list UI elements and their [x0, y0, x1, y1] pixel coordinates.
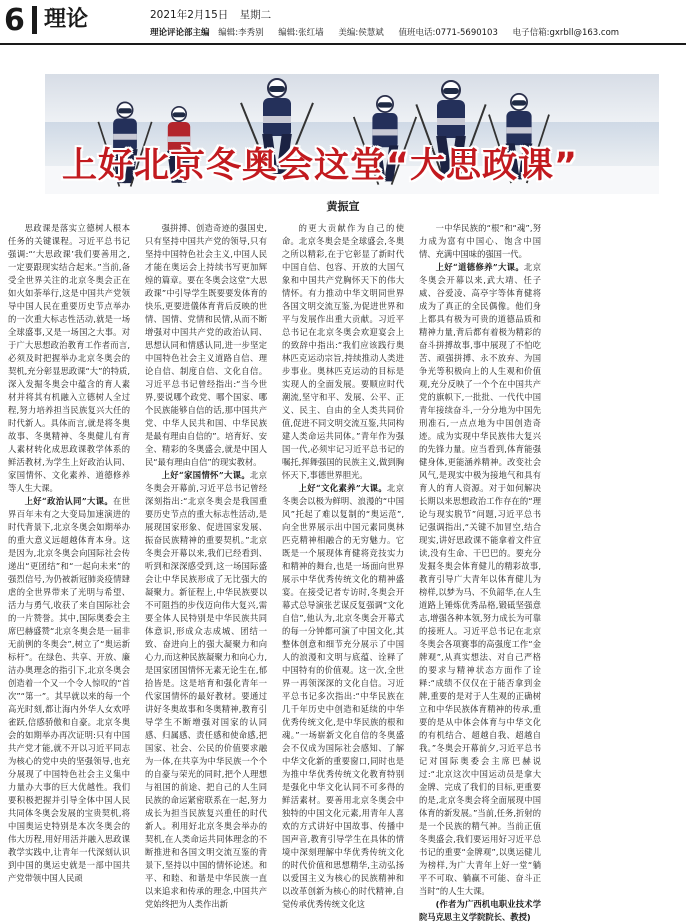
- credit-dept: 理论评论部主编: [150, 28, 210, 38]
- subheading-paragraph: [145, 469, 267, 911]
- paragraph-text: 在世界百年未有之大变局加速演进的时代背景下,北京冬奥会如期举办的重大意义远超越体育本身。这是因为,北京冬奥会向国际社会传递出“更团结”和“一起向未来”的强烈信号,为仍被新冠肺炎疫情肆虐的全世界带来了光明与希望、活力与勇气,收获了来自国际社会的一片赞誉。其中,国际奥委会主席巴赫盛赞“北京冬奥会是一届非无前例的冬奥会”,树立了“奥运新标杆”。在绿色、共享、开放、廉洁办奥理念的指引下,北京冬奥会创造着一个又一个令人惊叹的“首次”“第一”。其早就以来的每一个高光时刻,都让海内外华人女欢呼雀跃,信感骄傲和自豪。北京冬奥会的如期举办再次证明:只有中国共产党才能,就不开以习近平同志为核心的党中央的坚强领导,也充分展现了中国特色社会主义集中力量办大事的巨大优越性。我们要积极把握并引导全体中国人民共同体冬奥会发展的宝贵契机,将中国奥运史特别是本次冬奥会的伟大历程,用好用活并融入思政课教学实践中,让青年一代深刻认识到中国的奥运史就是一部中国共产党带领中国人民顽: [8, 496, 130, 883]
- credit-editor: 编辑:李秀别: [218, 28, 264, 38]
- subheading-lead: 上好“政治认同”大课。: [24, 496, 114, 506]
- paragraph: 的更大贡献作为自己的使命。北京冬奥会是全球盛会,冬奥之所以精彩,在于它彰显了新时代中国自信、包容、开放的大国气象和中国共产党胸怀天下的伟大情怀。有力推动中华文明同世界各国文明交流互鉴,为促进世界和平与发展作出重大贡献。习近平总书记在北京冬奥会欢迎宴会上的致辞中指出:“我们应该践行奥林匹克运动宗旨,持续推动人类进步事业。奥林匹克运动的目标是实现人的全面发展。要顺应时代潮流,坚守和平、发展、公平、正义、民主、自由的全人类共同价值,促进不同文明交流互鉴,共同构建人类命运共同体。”青年作为强国一代,必须牢记习近平总书记的嘱托,挥舞强国的民族主义,做到胸怀天下,事德世界胆光。: [282, 223, 404, 480]
- paragraph-text: 北京冬奥会开幕以来,武大靖、任子威、谷爱凌、高亭宇等体育健将成为了真正的全民偶像。他们身上都具有极为可贵的道德品质和精神力量,背后都有着极为精彩的奋斗拼搏故事,事中展现了不怕吃苦、顽强拼搏、永不放弃、为国争光等积极向上的人生观和价值观,充分反映了一个个在中国共产党的旗帜下,一批批、一代代中国青年接续奋斗,一分分地为中国先刑准石,一点点地为中国创造奇迹。成为实现中华民族伟大复兴的先锋力量。应当看到,体育能强健身体,更能涵养精神。改变社会风气,是现实中极为接地气和具有育人的育人资源。对于如何解决长期以来思想政治工作存在的“理论与现实脱节”问题,习近平总书记强调指出,“关键不加冒空,结合现实,讲好思政课不能拿着文件宣读,没有生命、干巴巴的。要充分发掘冬奥会体育健儿的精彩故事,教育引导广大青年以体育健儿为榜样,以梦为马、不负韶华,在人生道路上锤炼优秀品格,锻砥坚强意志,增强各种本领,努力成长为可靠的接班人。习近平总书记在北京冬奥会各项赛事的高强度工作“金牌观”,从真实想法、对自己严格的要求与精神状态方面作了诠释:“成绩不仅仅在于能否拿到金牌,重要的是对于人生观的正确树立和中华民族体育精神的传承,重要的是从中体会体育与中华文化的有机结合、超越自我、超越自我。”冬奥会开幕前夕,习近平总书记对国际奥委会主席巴赫说过:“北京这次中国运动员是拿大金牌、完成了我们的目标,更重要的是,北京冬奥会将全面展现中国体育的新发展。”当前,任务,折射的是一个民族的精气神。当前正值冬奥盛会,我们要运用好习近平总书记的重要“金牌观”,以奥运健儿为榜样,为广大青年上好一堂“躺平不可取、躺赢不可能、奋斗正当时”的人生大课。: [419, 262, 541, 896]
- issue-weekday: 星期二: [239, 9, 272, 21]
- paragraph-text: 北京冬奥会开幕前,习近平总书记曾经深刻指出:“北京冬奥会是我国重要历史节点的重大标志性活动,是展现国家形象、促进国家发展、振奋民族精神的重要契机。”北京冬奥会开幕以来,我们已经看到、听到和深深感受到,这一场国际盛会让中华民族形成了无比强大的凝聚力。新征程上,中华民族要以不可阻挡的步伐迈向伟大复兴,需要全体人民特别是中华民族共同体意识,形成众志成城、团结一致、奋进向上的强大凝聚力和向心力,而这种民族凝聚力和向心力,是国家团国情怀无素无论生在,郁拾皆是。这是培育和强化青年一代家国情怀的最好教材。要通过讲好冬奥故事和冬奥精神,教育引导学生不断增强对国家的认同感、归属感、责任感和使命感,把国家、社会、公民的价值要求融为一体,在共享为中华民族一个个的自豪与荣光的同时,把个人理想与祖国的前途、把自己的人生同民族的命运紧密联系在一起,努力成长为担当民族复兴重任的时代新人。利用好北京冬奥会举办的契机,在人类命运共同体理念的不断推进和各国文明交流互鉴的背景下,坚持以中国的情怀论述。和平、和睦、和谐是中华民族一直以来追求和传承的理念,中国共产党始终把为人类作出新: [145, 470, 267, 909]
- text-column-3: [282, 222, 404, 909]
- page-number: 6: [4, 3, 25, 38]
- credits-line: [150, 27, 631, 39]
- page-divider-bar: [32, 6, 37, 34]
- text-column-5: [556, 222, 678, 796]
- paragraph: 思政课是落实立德树人根本任务的关键课程。习近平总书记强调:“‘大思政课’我们要善用之,一定要跟现实结合起来。”当前,备受全世界关注的北京冬奥会正在如火如荼举行,这是中国共产党领导中国人民在重要历史节点举办的一次重大标志性活动,就是一场全球盛事,又是一场国之大事。对于广大思想政治教育工作者而言,必须及时把握举办北京冬奥会的契机,充分彰显思政课“大”的特质,深入发掘冬奥会中蕴含的育人素材并将其有机融入立德树人全过程,努力培养担当民族复兴大任的时代新人。具体而言,就是将冬奥故事、冬奥精神、冬奥健儿有育人素材转化成思政课教学体系的鲜活教材,为学生上好政治认同、家国情怀、文化素养、道德修养等人生大课。: [8, 223, 130, 493]
- masthead-rule: [0, 43, 686, 45]
- issue-date: 2021年2月15日: [150, 9, 229, 21]
- text-column-2: [145, 222, 267, 909]
- section-title: 理论: [44, 7, 89, 32]
- subheading-lead: 上好“家国情怀”大课。: [161, 470, 251, 480]
- credit-email: 电子信箱:gxrbll@163.com: [512, 28, 620, 38]
- masthead: [0, 0, 686, 44]
- author-note: (作者为广西机电职业技术学院马克思主义学院院长、教授): [419, 899, 541, 922]
- paragraph-text: 北京冬奥会以极为鲜明、浪漫的“中国风”托起了难以复制的“奥运范”,向全世界展示出中国元素同奥林匹克精神相融合的无穷魅力。它既是一个展现体育健将竞技实力和精神的舞台,也是一场面向世界展示中华优秀传统文化的精神盛宴。在接受记者专访时,冬奥会开幕式总导演张艺谋反复强调“文化自信”,他认为,北京冬奥会开幕式的每一分钟都可演了中国文化,其整体创意和细节充分展示了中国人的浪漫和文明与底蕴、诠释了中国特有的价值观。这一次,全世界一再领深深的文化自信。习近平总书记多次指出:“中华民族在几千年历史中创造和延续的中华优秀传统文化,是中华民族的根和魂。”一场崭新文化自信的冬奥盛会不仅成为国际社会感知、了解中华文化新的重要窗口,同时也是为推中华优秀传统文化教育特别是强化中华文化认同不可多得的鲜活素材。要善用北京冬奥会中独特的中国文化元素,用青年人喜欢的方式讲好中国故事、传播中国声音,教育引导学生在具体的情境中深刻理解中华优秀传统文化的时代价值和思想精华,主动弘扬以爱国主义为核心的民族精神和以改革创新为核心的时代精神,自觉传承优秀传统文化这: [282, 483, 404, 909]
- text-column-1: [8, 222, 130, 883]
- credit-phone: 值班电话:0771-5690103: [398, 28, 498, 38]
- paragraph: 强拼搏、创造奇迹的强国史,只有坚持中国共产党的领导,只有坚持中国特色社会主义,中国人民才能在奥运会上持续书写更加辉煌的篇章。要在冬奥会这堂“大思政课”中引导学生既要要发体育的快乐,更要进儀体育背后反映的世情、国情、党情和民情,从而不断增强对中国共产党的政治认同、思想认同和情感认同,进一步坚定中国特色社会主义道路自信、理论自信、制度自信、文化自信。习近平总书记曾经指出:“当今世界,要说哪个政党、哪个国家、哪个民族能够自信的话,那中国共产党、中华人民共和国、中华民族是最有理由自信的”。培育好、安全、精彩的冬奥盛会,就是中国人民“最有理由自信”的现实教材。: [145, 223, 267, 467]
- subheading-paragraph: [419, 261, 541, 898]
- subheading-paragraph: [282, 482, 404, 911]
- headline: 上好北京冬奥会这堂“大思政课”: [62, 146, 579, 186]
- credit-checker: 编辑:张红墙: [278, 28, 324, 38]
- credit-designer: 美编:侯慧斌: [338, 28, 384, 38]
- issue-date-line: [150, 8, 279, 22]
- article-body: [8, 222, 678, 922]
- subheading-paragraph: [8, 495, 130, 885]
- subheading-lead: 上好“道德修养”大课。: [435, 262, 525, 272]
- text-column-4: [419, 222, 541, 922]
- byline: 黄振宣: [326, 200, 360, 213]
- paragraph: 一中华民族的“根”和“魂”,努力成为富有中国心、饱含中国情、充满中国味的强国一代。: [419, 223, 541, 259]
- subheading-lead: 上好“文化素养”大课。: [298, 483, 388, 493]
